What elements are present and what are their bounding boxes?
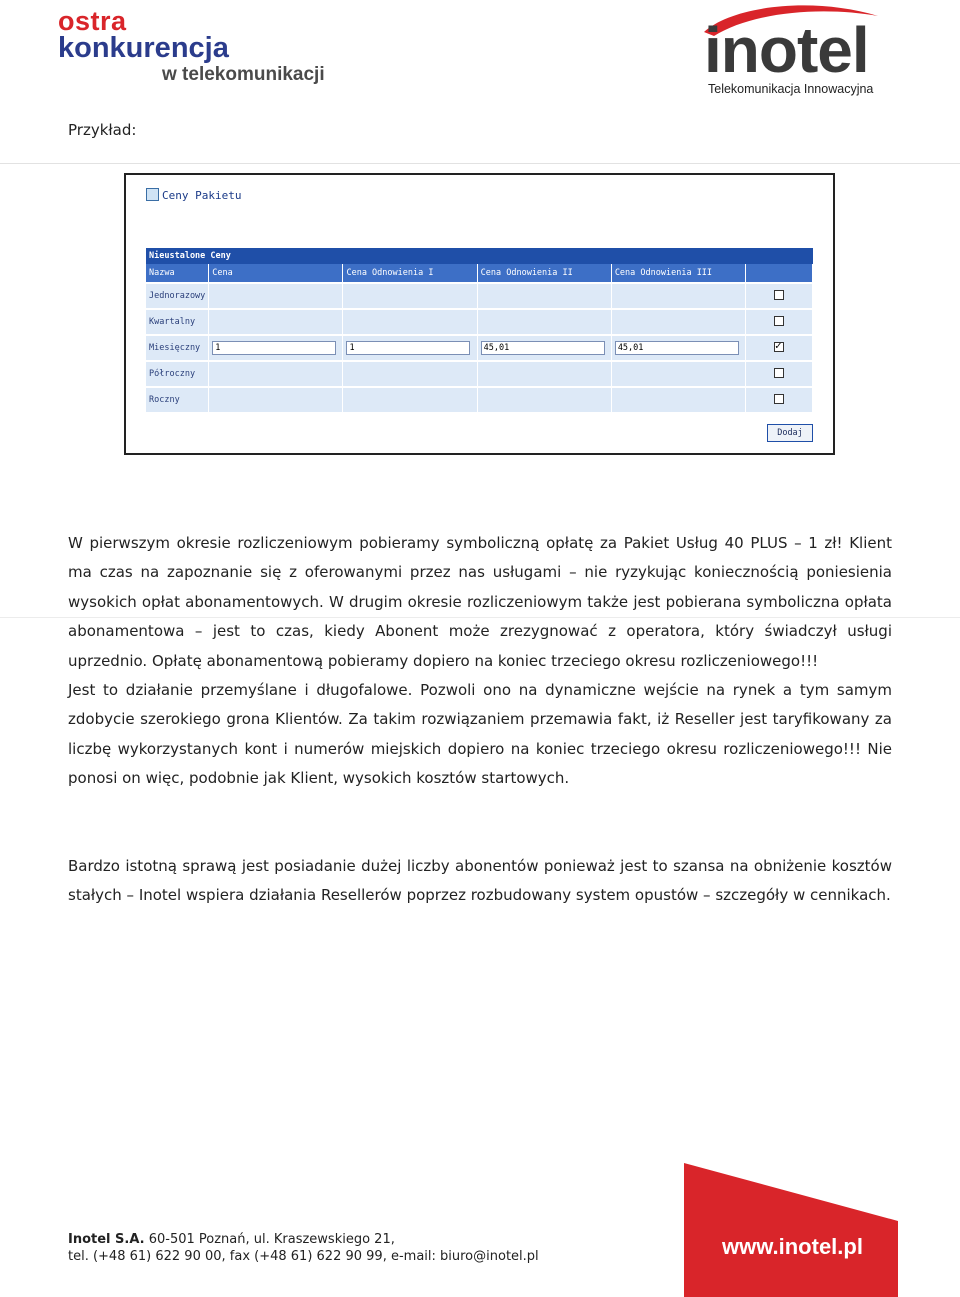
row-checkbox[interactable] bbox=[774, 394, 784, 404]
row-name: Kwartalny bbox=[146, 309, 209, 335]
table-row bbox=[146, 387, 813, 412]
row-name: Jednorazowy bbox=[146, 283, 209, 309]
ostra-konkurencja-logo bbox=[58, 8, 325, 84]
cell bbox=[746, 335, 813, 361]
renewal-2-input[interactable] bbox=[481, 341, 605, 355]
cell bbox=[746, 309, 813, 335]
cell bbox=[746, 387, 813, 412]
cell bbox=[209, 283, 343, 309]
row-checkbox[interactable] bbox=[774, 290, 784, 300]
logo-line-telekomunikacji: w telekomunikacji bbox=[162, 64, 325, 85]
cell bbox=[611, 309, 745, 335]
price-package-screenshot bbox=[124, 173, 835, 455]
cell bbox=[477, 309, 611, 335]
row-name: Półroczny bbox=[146, 361, 209, 387]
page-break-line bbox=[0, 617, 960, 618]
footer-address bbox=[68, 1231, 539, 1265]
cell bbox=[746, 361, 813, 387]
col-header-name: Nazwa bbox=[146, 264, 209, 283]
paragraph-1 bbox=[68, 529, 892, 794]
renewal-3-input[interactable] bbox=[615, 341, 739, 355]
cell bbox=[209, 361, 343, 387]
row-checkbox[interactable] bbox=[774, 368, 784, 378]
inotel-corner-banner bbox=[684, 1163, 898, 1297]
col-header-check bbox=[746, 264, 813, 283]
cell bbox=[209, 387, 343, 412]
header-divider bbox=[0, 163, 960, 164]
price-input[interactable] bbox=[212, 341, 336, 355]
footer-street: 60-501 Poznań, ul. Kraszewskiego 21, bbox=[144, 1232, 395, 1247]
table-row bbox=[146, 335, 813, 361]
cell bbox=[343, 387, 477, 412]
cell bbox=[343, 361, 477, 387]
col-header-renewal-3: Cena Odnowienia III bbox=[611, 264, 745, 283]
cell bbox=[343, 335, 477, 361]
row-name: Roczny bbox=[146, 387, 209, 412]
cell bbox=[611, 361, 745, 387]
cell bbox=[477, 283, 611, 309]
table-row bbox=[146, 361, 813, 387]
cell bbox=[477, 335, 611, 361]
cell bbox=[611, 283, 745, 309]
cell bbox=[477, 361, 611, 387]
renewal-1-input[interactable] bbox=[346, 341, 470, 355]
screenshot-title bbox=[146, 188, 241, 202]
cell bbox=[209, 335, 343, 361]
table-header-row bbox=[146, 264, 813, 283]
footer-contact: tel. (+48 61) 622 90 00, fax (+48 61) 622 90 99, e-mail: biuro@inotel.pl bbox=[68, 1249, 539, 1264]
paragraph-1-text: W pierwszym okresie rozliczeniowym pobieramy symboliczną opłatę za Pakiet Usług 40 PLUS – 1 zł! Klient ma czas na zapoznanie się z oferowanymi przez nas usługami – nie ryzykując koniecznością poniesienia wysokich opłat abonamentowych. W drugim okresie rozliczeniowym także jest pobierana symboliczna opłata abonamentowa – jest to czas, kiedy Abonent może zrezygnować z operatora, który świadczył usługi uprzednio. Opłatę abonamentową pobieramy dopiero na koniec trzeciego okresu rozliczeniowego!!! bbox=[68, 534, 892, 670]
website-url[interactable]: www.inotel.pl bbox=[722, 1234, 863, 1259]
cell bbox=[746, 283, 813, 309]
cell bbox=[343, 309, 477, 335]
package-icon bbox=[146, 188, 159, 201]
table-caption: Nieustalone Ceny bbox=[146, 248, 813, 264]
add-button[interactable]: Dodaj bbox=[767, 424, 813, 442]
price-table bbox=[146, 248, 813, 412]
inotel-logo bbox=[702, 2, 892, 100]
cell bbox=[611, 387, 745, 412]
col-header-price: Cena bbox=[209, 264, 343, 283]
table-row bbox=[146, 283, 813, 309]
cell bbox=[209, 309, 343, 335]
inotel-wordmark: inotel bbox=[704, 14, 869, 86]
table-row bbox=[146, 309, 813, 335]
paragraph-2: Bardzo istotną sprawą jest posiadanie dużej liczby abonentów ponieważ jest to szansa na obniżenie kosztów stałych – Inotel wspiera działania Resellerów poprzez rozbudowany system opustów – szczegóły w cennikach. bbox=[68, 857, 892, 905]
footer-company: Inotel S.A. bbox=[68, 1232, 145, 1247]
cell bbox=[343, 283, 477, 309]
row-checkbox[interactable] bbox=[774, 316, 784, 326]
cell bbox=[477, 387, 611, 412]
col-header-renewal-1: Cena Odnowienia I bbox=[343, 264, 477, 283]
cell bbox=[611, 335, 745, 361]
logo-line-ostra: ostra bbox=[58, 6, 127, 36]
col-header-renewal-2: Cena Odnowienia II bbox=[477, 264, 611, 283]
inotel-tagline: Telekomunikacja Innowacyjna bbox=[708, 82, 874, 96]
example-label: Przykład: bbox=[68, 121, 137, 139]
logo-line-konkurencja: konkurencja bbox=[58, 32, 229, 64]
paragraph-1b-text: Jest to działanie przemyślane i długofalowe. Pozwoli ono na dynamiczne wejście na rynek a tym samym zdobycie szerokiego grona Klientów. Za takim rozwiązaniem przemawia fakt, iż Reseller jest taryfikowany za liczbę wykorzystanych kont i numerów miejskich dopiero na koniec trzeciego okresu rozliczeniowego!!! Nie ponosi on więc, podobnie jak Klient, wysokich kosztów startowych. bbox=[68, 681, 892, 788]
screenshot-title-text: Ceny Pakietu bbox=[162, 189, 242, 202]
row-checkbox[interactable] bbox=[774, 342, 784, 352]
row-name: Miesięczny bbox=[146, 335, 209, 361]
